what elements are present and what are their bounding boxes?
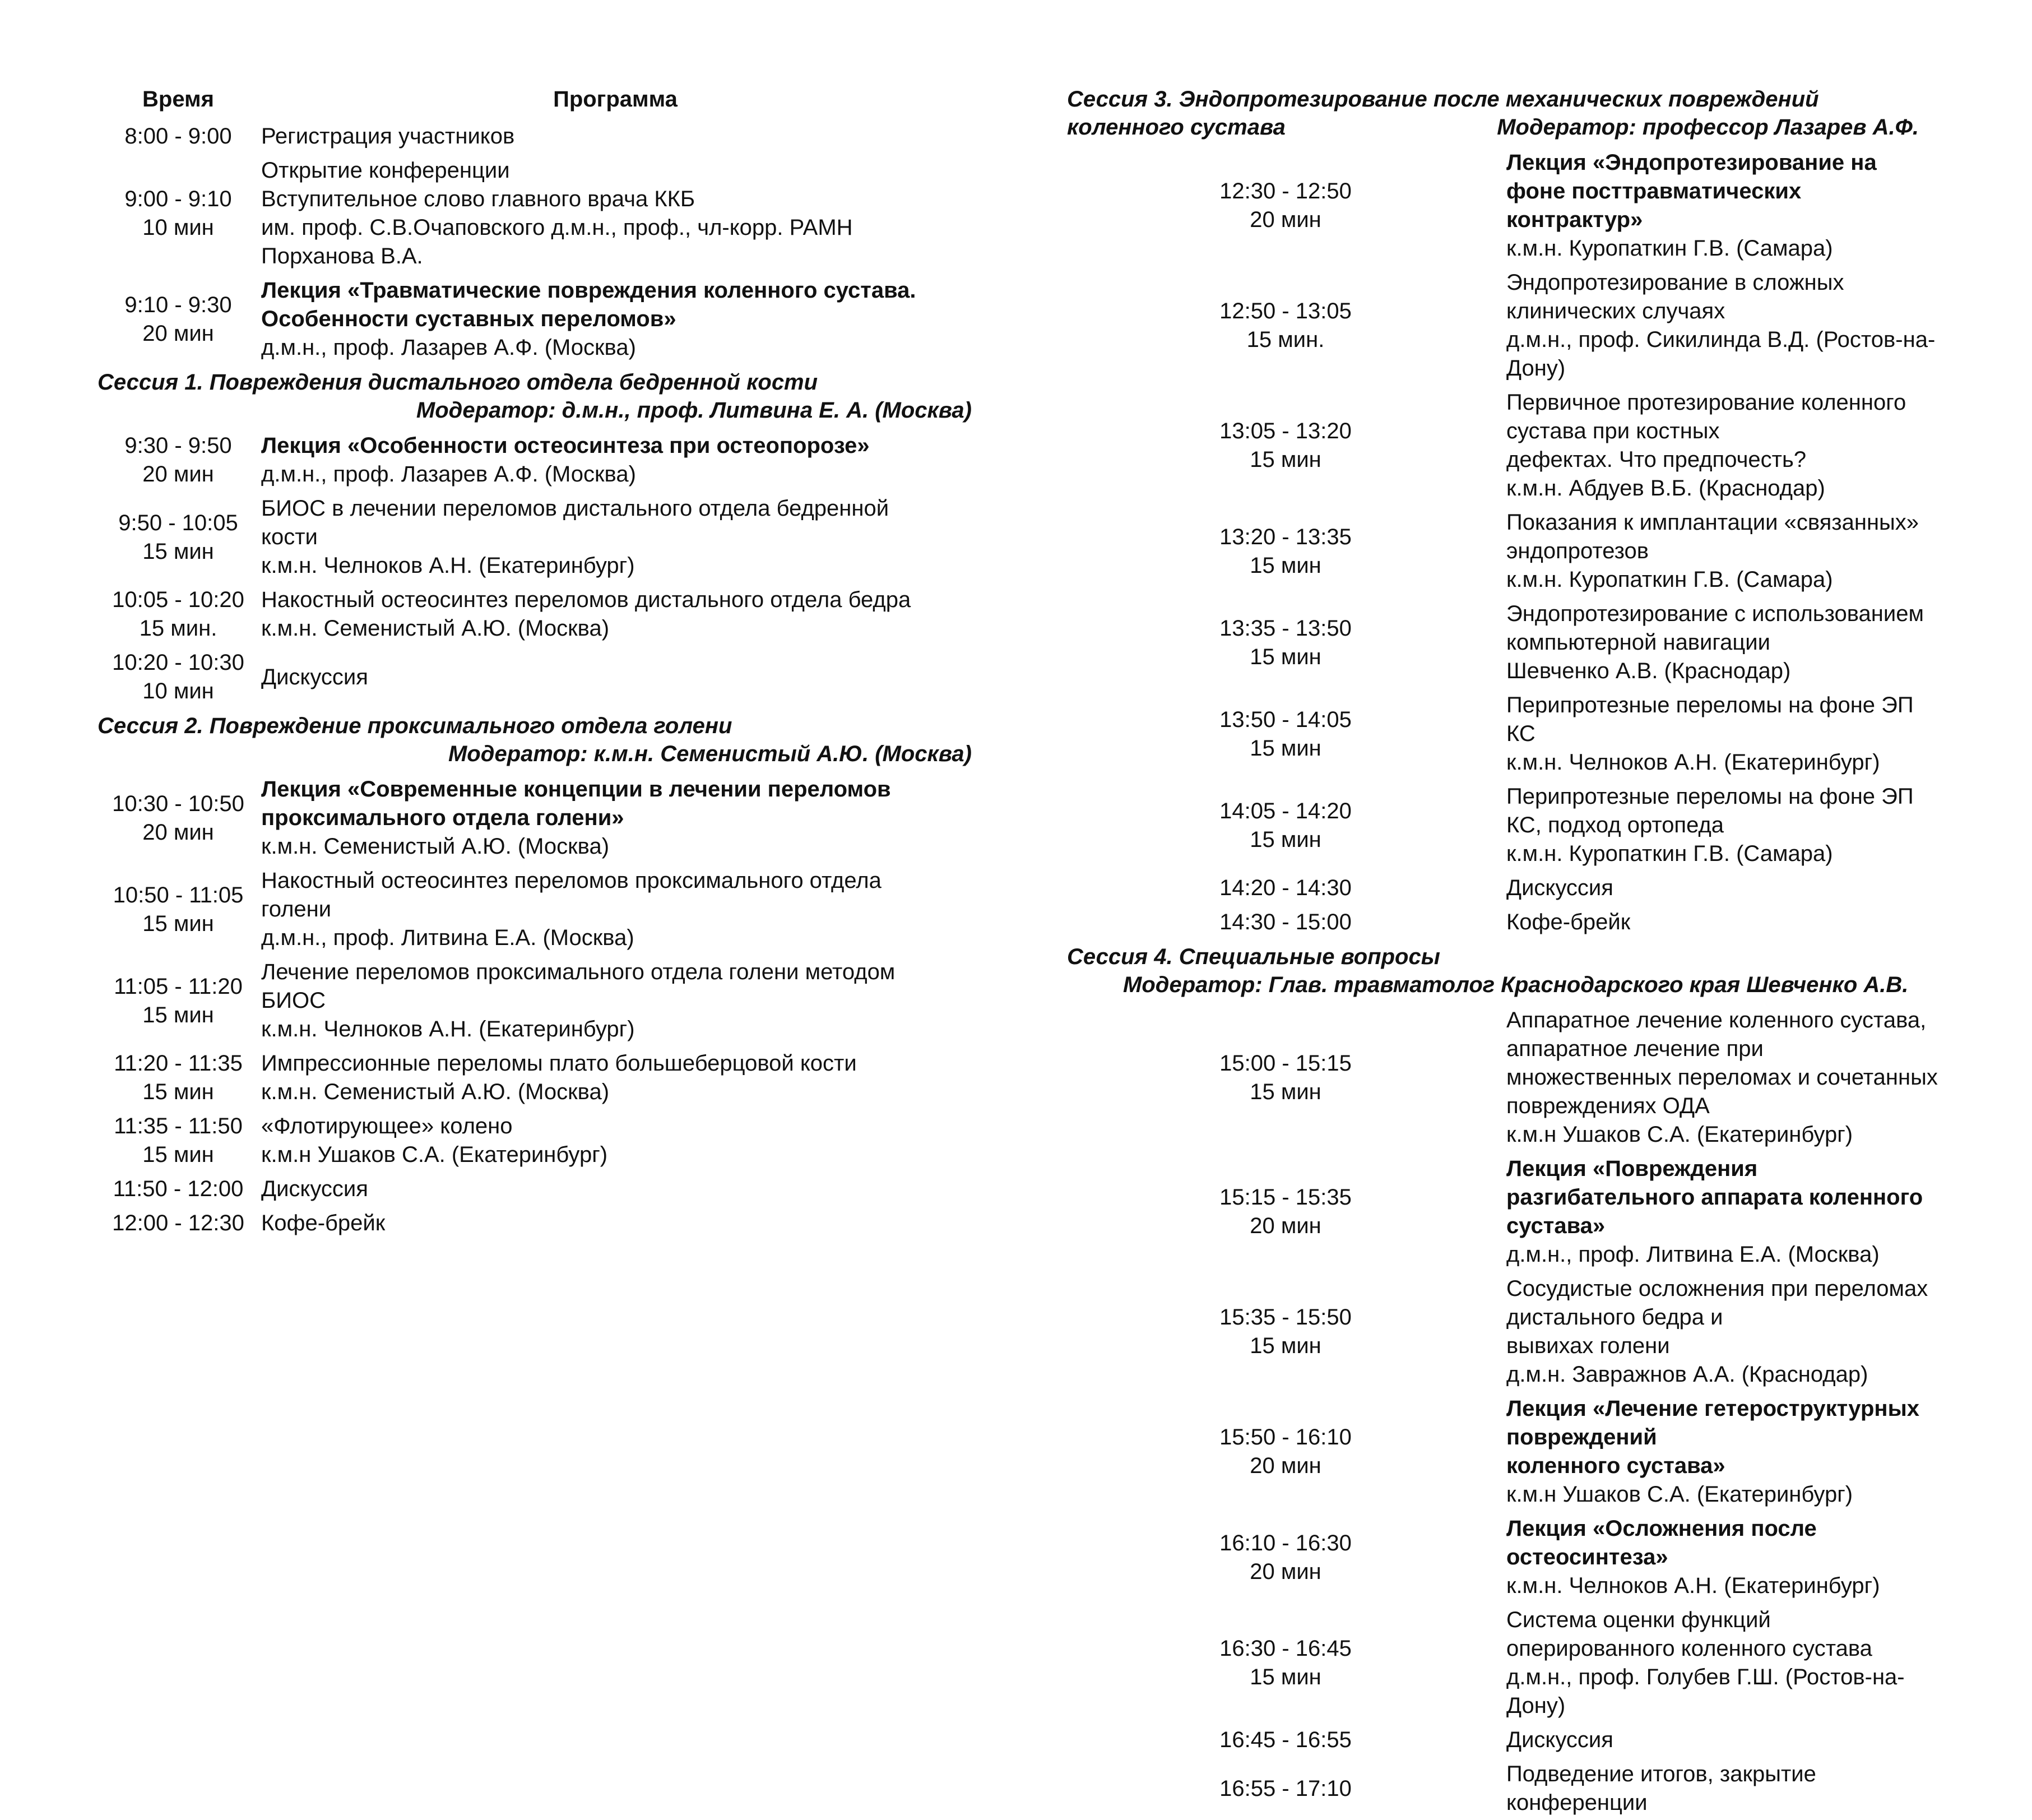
time-cell: [1067, 1603, 1504, 1723]
program-text: Подведение итогов, закрытие конференции: [1506, 1762, 1816, 1815]
duration: 10 мин: [142, 679, 214, 703]
schedule-row: [1067, 1272, 1941, 1392]
duration: 20 мин: [1250, 1453, 1321, 1478]
session-header-row: [98, 708, 972, 772]
time-range: 16:30 - 16:45: [1219, 1636, 1352, 1661]
schedule-row: [98, 1172, 972, 1206]
time-range: 15:00 - 15:15: [1219, 1050, 1352, 1076]
schedule-row: [1067, 1603, 1941, 1723]
program-text: Вступительное слово главного врача ККБ: [261, 187, 695, 211]
program-cell: [1504, 146, 1941, 266]
session-2: [98, 708, 972, 772]
time-range: 14:05 - 14:20: [1219, 798, 1352, 823]
program-cell: [1504, 780, 1941, 871]
duration: 20 мин: [142, 819, 214, 845]
program-text: д.м.н., проф. Литвина Е.А. (Москва): [1506, 1242, 1880, 1267]
session-title-cont: коленного сустава: [1067, 115, 1286, 140]
program-cell: [1504, 266, 1941, 386]
lecture-title: Лекция «Осложнения после остеосинтеза»: [1506, 1516, 1817, 1569]
program-text: БИОС в лечении переломов дистального отдела бедренной: [261, 496, 889, 521]
program-cell: [259, 583, 972, 646]
session-title: Сессия 3. Эндопротезирование после механических повреждений: [1067, 87, 1819, 112]
session-moderator: Модератор: д.м.н., проф. Литвина Е. А. (Москва): [416, 398, 972, 423]
program-text: д.м.н., проф. Литвина Е.А. (Москва): [261, 925, 634, 950]
time-cell: [1067, 1152, 1504, 1272]
time-range: 16:55 - 17:10: [1219, 1776, 1352, 1801]
session-header: [98, 708, 972, 772]
program-text: Дискуссия: [261, 664, 368, 689]
time-cell: [1067, 905, 1504, 939]
program-text: Дискуссия: [261, 1177, 368, 1201]
time-cell: [98, 492, 259, 583]
schedule-row: [98, 492, 972, 583]
session-1: [98, 365, 972, 429]
time-range: 11:20 - 11:35: [114, 1051, 243, 1076]
lecture-title: проксимального отдела голени»: [261, 805, 624, 830]
time-range: 9:00 - 9:10: [124, 187, 232, 211]
time-cell: [98, 154, 259, 274]
schedule-row: [98, 154, 972, 274]
time-cell: [1067, 386, 1504, 506]
time-cell: [98, 274, 259, 365]
program-cell: [1504, 905, 1941, 939]
duration: 15 мин: [1250, 553, 1321, 578]
schedule-row: [1067, 905, 1941, 939]
duration: 15 мин: [1250, 827, 1321, 852]
time-range: 10:30 - 10:50: [112, 791, 244, 816]
program-text: Перипротезные переломы на фоне ЭП КС: [1506, 693, 1914, 746]
session-header-row: [1067, 939, 1941, 1003]
program-cell: [1504, 386, 1941, 506]
schedule-row: [98, 1206, 972, 1240]
schedule-row: [1067, 597, 1941, 688]
session-header: [1067, 82, 1941, 146]
duration: 15 мин: [142, 1002, 214, 1027]
session-title-line2: [1067, 113, 1941, 141]
program-text: д.м.н. Завражнов А.А. (Краснодар): [1506, 1362, 1868, 1387]
session-header-row: [98, 365, 972, 429]
schedule-row: [1067, 1003, 1941, 1152]
schedule-row: [1067, 1152, 1941, 1272]
time-cell: [1067, 1392, 1504, 1512]
time-cell: [1067, 1723, 1504, 1757]
program-cell: [259, 1206, 972, 1240]
schedule-row: [1067, 780, 1941, 871]
session-3-rows: [1067, 146, 1941, 939]
schedule-row: [98, 772, 972, 864]
program-cell: [259, 955, 972, 1046]
time-cell: [98, 1172, 259, 1206]
time-range: 15:50 - 16:10: [1219, 1425, 1352, 1449]
session-header: [1067, 939, 1941, 1003]
time-range: 13:20 - 13:35: [1219, 524, 1352, 549]
duration: 20 мин: [1250, 1214, 1321, 1238]
time-range: 13:35 - 13:50: [1219, 615, 1352, 641]
schedule-row: [98, 429, 972, 492]
schedule-row: [1067, 506, 1941, 597]
schedule-row: [98, 1109, 972, 1172]
schedule-row: [1067, 1757, 1941, 1820]
program-text: Шевченко А.В. (Краснодар): [1506, 659, 1791, 683]
time-cell: [1067, 1003, 1504, 1152]
duration: 15 мин.: [1246, 327, 1325, 352]
program-cell: [1504, 688, 1941, 780]
lecture-title: Особенности суставных переломов»: [261, 307, 676, 331]
program-text: Сосудистые осложнения при переломах дистального бедра и: [1506, 1276, 1928, 1330]
program-table-right: [1067, 82, 1941, 1820]
time-cell: [98, 864, 259, 955]
program-text: «Флотирующее» колено: [261, 1114, 513, 1138]
program-text: к.м.н. Абдуев В.Б. (Краснодар): [1506, 476, 1825, 501]
duration: 15 мин: [142, 911, 214, 936]
session-4: [1067, 939, 1941, 1003]
program-cell: [259, 154, 972, 274]
program-text: Первичное протезирование коленного сустава при костных: [1506, 390, 1906, 443]
session-3: [1067, 82, 1941, 146]
program-text: Накостный остеосинтез переломов проксимального отдела: [261, 868, 882, 893]
program-text: Дискуссия: [1506, 876, 1613, 900]
schedule-row: [1067, 1392, 1941, 1512]
time-cell: [1067, 266, 1504, 386]
time-cell: [1067, 1272, 1504, 1392]
time-cell: [98, 955, 259, 1046]
session-4-rows: [1067, 1003, 1941, 1820]
time-range: 10:20 - 10:30: [112, 650, 244, 675]
program-text: к.м.н. Семенистый А.Ю. (Москва): [261, 834, 610, 859]
program-column-header: Программа: [553, 87, 678, 112]
duration: 15 мин: [142, 539, 214, 564]
program-cell: [259, 772, 972, 864]
program-cell: [1504, 1757, 1941, 1820]
duration: 15 мин: [142, 1080, 214, 1104]
lecture-title: Лекция «Травматические повреждения коленного сустава.: [261, 278, 916, 303]
session-moderator: Модератор: к.м.н. Семенистый А.Ю. (Москва): [448, 742, 972, 766]
duration: 15 мин: [1250, 1333, 1321, 1358]
left-column: [98, 82, 972, 1240]
program-text: голени: [261, 897, 332, 921]
table-header-row: [98, 82, 972, 119]
time-range: 16:10 - 16:30: [1219, 1530, 1352, 1555]
lecture-title: Лекция «Лечение гетероструктурных повреждений: [1506, 1396, 1919, 1449]
time-range: 12:00 - 12:30: [112, 1211, 244, 1235]
time-range: 16:45 - 16:55: [1219, 1728, 1352, 1752]
schedule-row: [1067, 1723, 1941, 1757]
time-range: 8:00 - 9:00: [124, 124, 232, 149]
schedule-row: [98, 583, 972, 646]
duration: 15 мин: [142, 1142, 214, 1167]
program-cell: [1504, 506, 1941, 597]
program-text: к.м.н. Семенистый А.Ю. (Москва): [261, 616, 610, 641]
program-text: д.м.н., проф. Голубев Г.Ш. (Ростов-на-Дону): [1506, 1665, 1905, 1718]
duration: 15 мин: [1250, 447, 1321, 472]
program-text: к.м.н Ушаков С.А. (Екатеринбург): [1506, 1482, 1853, 1507]
time-cell: [98, 429, 259, 492]
program-cell: [259, 1109, 972, 1172]
program-text: Накостный остеосинтез переломов дистального отдела бедра: [261, 587, 911, 612]
time-cell: [1067, 146, 1504, 266]
lecture-title: Лекция «Современные концепции в лечении переломов: [261, 777, 891, 802]
program-text: вывихах голени: [1506, 1333, 1670, 1358]
session-title: Сессия 2. Повреждение проксимального отдела голени: [98, 714, 732, 738]
time-range: 9:30 - 9:50: [124, 433, 232, 458]
session-moderator: Модератор: профессор Лазарев А.Ф.: [1497, 115, 1919, 140]
opening-rows: [98, 119, 972, 365]
time-cell: [98, 1206, 259, 1240]
program-text: Регистрация участников: [261, 124, 515, 149]
duration: 15 мин: [1250, 1665, 1321, 1689]
time-range: 14:30 - 15:00: [1219, 910, 1352, 934]
schedule-row: [98, 864, 972, 955]
program-text: к.м.н Ушаков С.А. (Екатеринбург): [1506, 1122, 1853, 1147]
time-cell: [98, 119, 259, 154]
program-text: к.м.н. Куропаткин Г.В. (Самара): [1506, 841, 1833, 866]
time-column-header: Время: [142, 87, 214, 112]
program-cell: [1504, 1152, 1941, 1272]
schedule-row: [98, 119, 972, 154]
time-cell: [1067, 780, 1504, 871]
time-range: 13:05 - 13:20: [1219, 419, 1352, 443]
time-range: 10:05 - 10:20: [112, 587, 244, 612]
program-text: к.м.н. Челноков А.Н. (Екатеринбург): [261, 1017, 635, 1041]
duration: 20 мин: [1250, 207, 1321, 232]
program-cell: [1504, 597, 1941, 688]
time-range: 11:50 - 12:00: [113, 1177, 244, 1201]
program-text: Кофе-брейк: [1506, 910, 1631, 934]
program-text: Аппаратное лечение коленного сустава, аппаратное лечение при: [1506, 1008, 1927, 1061]
duration: 15 мин.: [139, 616, 217, 641]
time-cell: [98, 1109, 259, 1172]
schedule-row: [98, 274, 972, 365]
program-text: к.м.н. Челноков А.Н. (Екатеринбург): [261, 553, 635, 578]
lecture-title: Лекция «Особенности остеосинтеза при остеопорозе»: [261, 433, 870, 458]
time-cell: [1067, 1757, 1504, 1820]
duration: 20 мин: [1250, 1559, 1321, 1584]
time-cell: [98, 646, 259, 708]
program-cell: [1504, 871, 1941, 905]
program-text: Эндопротезирование в сложных клинических случаях: [1506, 270, 1844, 323]
lecture-title: контрактур»: [1506, 207, 1643, 232]
time-range: 11:35 - 11:50: [114, 1114, 243, 1138]
time-cell: [1067, 597, 1504, 688]
program-cell: [259, 274, 972, 365]
lecture-title: Лекция «Эндопротезирование на фоне посттравматических: [1506, 150, 1877, 203]
program-text: к.м.н. Куропаткин Г.В. (Самара): [1506, 236, 1833, 261]
time-range: 14:20 - 14:30: [1219, 876, 1352, 900]
program-cell: [259, 119, 972, 154]
time-range: 10:50 - 11:05: [113, 882, 244, 907]
program-text: Лечение переломов проксимального отдела голени методом: [261, 960, 896, 984]
program-text: Эндопротезирование с использованием компьютерной навигации: [1506, 601, 1924, 655]
program-text: кости: [261, 525, 318, 549]
program-text: Перипротезные переломы на фоне ЭП КС, подход ортопеда: [1506, 784, 1914, 837]
program-text: им. проф. С.В.Очаповского д.м.н., проф., чл-корр. РАМН: [261, 215, 853, 240]
program-cell: [1504, 1512, 1941, 1603]
right-column: [1067, 82, 1941, 1820]
program-table-left: [98, 82, 972, 1240]
schedule-row: [1067, 688, 1941, 780]
program-cell: [259, 1172, 972, 1206]
schedule-row: [98, 1046, 972, 1109]
schedule-row: [98, 646, 972, 708]
program-text: Система оценки функций оперированного коленного сустава: [1506, 1608, 1872, 1661]
session-header-row: [1067, 82, 1941, 146]
program-cell: [259, 429, 972, 492]
program-text: к.м.н Ушаков С.А. (Екатеринбург): [261, 1142, 608, 1167]
duration: 20 мин: [142, 321, 214, 346]
lecture-title: коленного сустава»: [1506, 1453, 1725, 1478]
program-text: к.м.н. Куропаткин Г.В. (Самара): [1506, 567, 1833, 592]
program-text: Открытие конференции: [261, 158, 510, 183]
schedule-row: [1067, 146, 1941, 266]
schedule-row: [1067, 266, 1941, 386]
session-title: Сессия 1. Повреждения дистального отдела бедренной кости: [98, 370, 818, 395]
program-text: Порханова В.А.: [261, 244, 423, 268]
session-1-rows: [98, 429, 972, 708]
duration: 10 мин: [142, 215, 214, 240]
time-range: 12:50 - 13:05: [1219, 299, 1352, 323]
session-header: [98, 365, 972, 429]
session-moderator: Модератор: Глав. травматолог Краснодарского края Шевченко А.В.: [1123, 972, 1909, 997]
lecture-title: Лекция «Повреждения разгибательного аппарата коленного: [1506, 1156, 1923, 1210]
time-range: 9:50 - 10:05: [118, 510, 238, 535]
time-range: 15:15 - 15:35: [1219, 1185, 1352, 1210]
program-cell: [259, 864, 972, 955]
program-text: к.м.н. Семенистый А.Ю. (Москва): [261, 1080, 610, 1104]
time-cell: [1067, 871, 1504, 905]
time-range: 12:30 - 12:50: [1219, 179, 1352, 203]
schedule-row: [98, 955, 972, 1046]
program-cell: [1504, 1272, 1941, 1392]
program-text: Кофе-брейк: [261, 1211, 386, 1235]
time-range: 11:05 - 11:20: [114, 974, 243, 999]
program-text: дефектах. Что предпочесть?: [1506, 447, 1807, 472]
time-range: 9:10 - 9:30: [124, 292, 232, 317]
time-cell: [98, 583, 259, 646]
program-text: к.м.н. Челноков А.Н. (Екатеринбург): [1506, 1573, 1880, 1598]
program-cell: [1504, 1392, 1941, 1512]
program-text: множественных переломах и сочетанных повреждениях ОДА: [1506, 1065, 1938, 1118]
duration: 15 мин: [1250, 735, 1321, 761]
program-text: д.м.н., проф. Лазарев А.Ф. (Москва): [261, 462, 636, 487]
program-text: Импрессионные переломы плато большеберцовой кости: [261, 1051, 857, 1076]
program-text: Показания к имплантации «связанных» эндопротезов: [1506, 510, 1919, 563]
program-cell: [259, 1046, 972, 1109]
program-text: Дискуссия: [1506, 1728, 1613, 1752]
time-range: 13:50 - 14:05: [1219, 707, 1352, 732]
program-text: к.м.н. Челноков А.Н. (Екатеринбург): [1506, 750, 1880, 775]
schedule-row: [1067, 871, 1941, 905]
lecture-title: сустава»: [1506, 1214, 1606, 1238]
time-cell: [98, 1046, 259, 1109]
time-range: 15:35 - 15:50: [1219, 1305, 1352, 1330]
time-cell: [98, 772, 259, 864]
program-cell: [1504, 1723, 1941, 1757]
program-cell: [1504, 1603, 1941, 1723]
program-text: БИОС: [261, 988, 326, 1013]
time-cell: [1067, 688, 1504, 780]
session-title: Сессия 4. Специальные вопросы: [1067, 944, 1440, 969]
schedule-row: [1067, 1512, 1941, 1603]
schedule-row: [1067, 386, 1941, 506]
duration: 15 мин: [1250, 644, 1321, 669]
program-cell: [1504, 1003, 1941, 1152]
session-2-rows: [98, 772, 972, 1240]
program-text: д.м.н., проф. Лазарев А.Ф. (Москва): [261, 335, 636, 360]
program-cell: [259, 492, 972, 583]
duration: 20 мин: [142, 462, 214, 487]
duration: 15 мин: [1250, 1079, 1321, 1104]
time-cell: [1067, 1512, 1504, 1603]
time-cell: [1067, 506, 1504, 597]
program-cell: [259, 646, 972, 708]
program-text: д.м.н., проф. Сикилинда В.Д. (Ростов-на-Дону): [1506, 327, 1936, 381]
